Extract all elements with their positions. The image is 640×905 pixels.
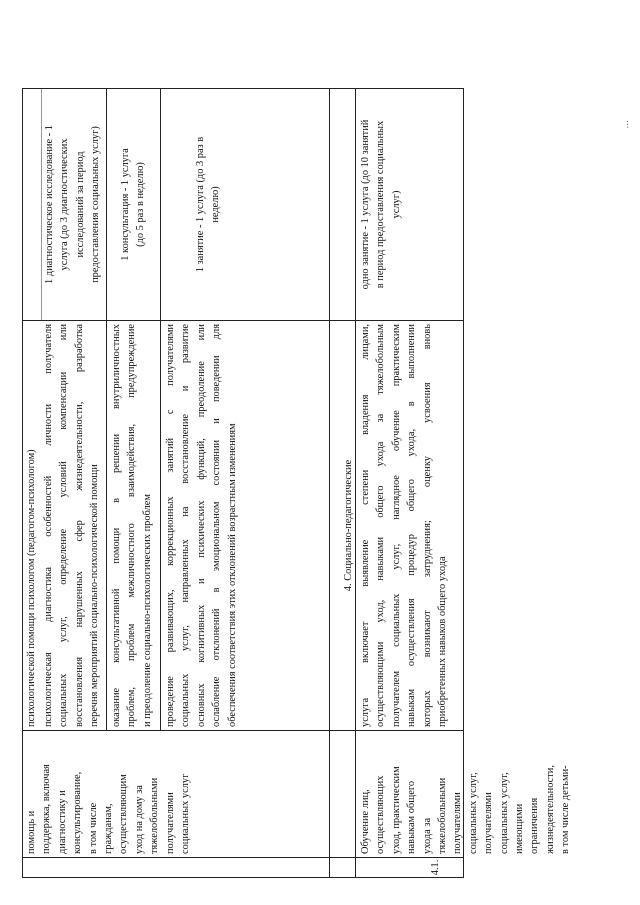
psych-correction-text [163, 324, 240, 727]
service-name-line: в том числе детьми- [560, 765, 572, 854]
volume-column [22, 88, 330, 321]
description-line: основных когнитивных и психических функций, преодоление или [195, 324, 207, 727]
volume-line: исследований за период [74, 151, 86, 258]
volume-line: в период предоставления социальных [375, 120, 387, 289]
psych-consultation-volume [118, 92, 149, 317]
service-name-line: помощь и [26, 810, 37, 854]
service-block-psychological [22, 88, 330, 878]
description-line: и преодоление социально-психологических проблем [141, 494, 153, 727]
volume-cell-4-1 [356, 88, 464, 321]
volume-line: 1 диагностическое исследование - 1 [44, 125, 55, 284]
training-description-text [358, 324, 450, 727]
service-name-text [358, 734, 574, 854]
service-name-line: осуществляющим [118, 774, 130, 854]
volume-line: (до 5 раз в неделю) [135, 162, 147, 247]
description-line: приобретенных навыков общего ухода [437, 556, 449, 727]
number-cell [22, 858, 330, 878]
service-name-line: имеющими [514, 803, 526, 854]
description-column [22, 321, 330, 731]
description-line: психологическая диагностика особенностей личности получателя [43, 324, 54, 727]
volume-line: одно занятие - 1 услуга (до 10 занятий [360, 119, 371, 290]
service-name-line: социальных услуг, [467, 772, 479, 854]
description-line: восстановления нарушенных сфер жизнедеятельности, разработка [73, 324, 85, 727]
volume-line: услуга (до 3 диагностических [59, 138, 71, 271]
service-name-line: уход, практическим [390, 766, 402, 854]
psych-diagnostics-text [41, 324, 103, 727]
volume-line: неделю) [210, 186, 222, 223]
volume-line: 1 консультация - 1 услуга [120, 148, 131, 261]
row-number: 4.1. [356, 858, 464, 878]
service-name-line: уход на дому за [133, 785, 145, 854]
description-cell-4-1 [356, 321, 464, 731]
service-name-line: диагностику и [56, 790, 68, 854]
volume-line: 1 занятие - 1 услуга (до 3 раз в [195, 136, 206, 273]
description-line: ослабление отклонений в эмоциональном состоянии и поведении для [211, 324, 223, 727]
description-line: социальных услуг, определение условий компенсации или [58, 324, 70, 727]
section-header-row [330, 88, 356, 878]
service-name-text [24, 734, 193, 854]
description-line: услуга включает выявление степени владения лицами, [360, 324, 371, 727]
service-name-line: гражданам, [103, 803, 115, 854]
service-name-line: навыкам общего [406, 780, 418, 854]
service-name-line: ухода за [421, 817, 433, 854]
psych-diagnostics-volume [42, 92, 104, 317]
description-line: навыкам осуществления процедур общего ухода, в выполнении [406, 324, 418, 727]
service-name-line: жизнедеятельности, [544, 765, 556, 854]
volume-line: предоставления социальных услуг) [90, 126, 102, 283]
service-row-4-1 [356, 88, 572, 878]
rotated-table [22, 88, 572, 878]
description-line: проблем, проблем межличностного взаимодействия, предупреждение [126, 324, 138, 727]
service-name-line: консультирование, [72, 771, 84, 854]
service-name-line: социальных услуг [180, 773, 192, 854]
service-name-line: получателями [452, 792, 464, 854]
service-name-line: тяжелобольными [437, 777, 449, 854]
service-name-line: Обучение лиц, [360, 789, 371, 854]
service-name-cell [22, 731, 330, 858]
service-name-line: получателями [164, 792, 176, 854]
section-header-title: 4. Социально-педагогические [330, 321, 356, 731]
service-name-line: тяжелобольными [149, 777, 161, 854]
psych-consultation-text [109, 324, 155, 727]
service-name-line: осуществляющих [375, 775, 387, 854]
description-line: получателем социальных услуг, наглядное обучение практическим [390, 324, 402, 727]
service-name-line: получателями [483, 792, 495, 854]
description-line: социальных услуг, направленных на восстановление и развитие [180, 324, 192, 727]
description-line: обеспечения соответствия этих отклонений возрастным изменениям [226, 423, 238, 727]
edge-marks: ... [624, 120, 634, 129]
service-name-line: социальных услуг, [498, 772, 510, 854]
description-line: проведение развивающих, коррекционных занятий с получателями [165, 324, 176, 727]
service-name-cell-4-1 [356, 731, 572, 858]
description-line: осуществляющими уход, навыками общего ухода за тяжелобольным [375, 324, 387, 727]
description-line: перечня мероприятий социально-психологической помощи [89, 464, 101, 727]
description-line: которых возникают затруднения; оценку усвоения вновь [421, 324, 433, 727]
service-name-line: ограничения [529, 797, 541, 854]
service-name-line: поддержка, включая [41, 764, 53, 854]
psych-correction-volume [193, 92, 224, 317]
service-name-line: в том числе [87, 802, 99, 854]
description-line: оказание консультативной помощи в решении внутриличностных [111, 324, 122, 727]
psych-header-line: психологической помощи психологом (педагогом-психологом) [26, 449, 37, 727]
volume-line: услуг) [390, 190, 402, 219]
training-volume-text [358, 92, 404, 317]
